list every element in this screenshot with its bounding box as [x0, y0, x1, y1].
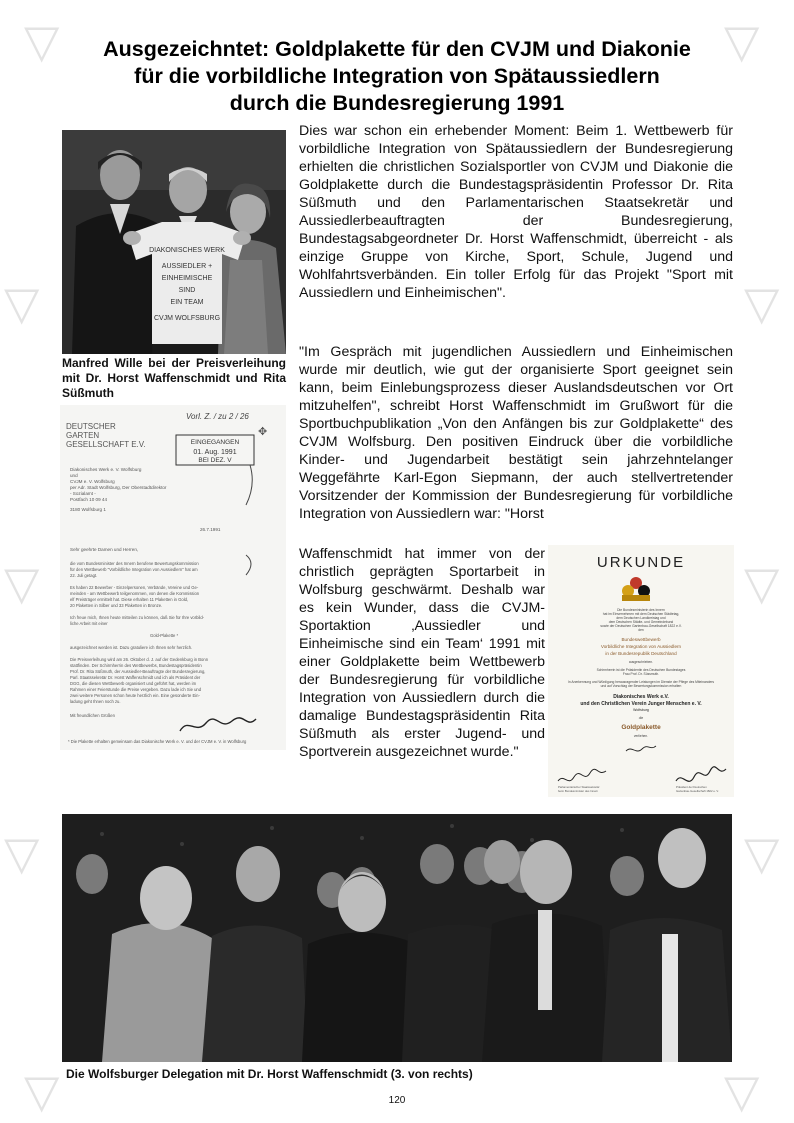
letter-line: Gold-Plakette * [150, 633, 179, 638]
shirt-text: DIAKONISCHES WERK [149, 247, 225, 254]
letter-address: - Sozialamt - [70, 491, 96, 496]
urkunde-recipient: und den Christlichen Verein Junger Menschen e. V. [580, 701, 702, 707]
letter-line: die vom Bundesminister des Innern berufene Bewertungskommission [70, 561, 199, 566]
letter-line: ladung geht Ihnen noch zu. [70, 699, 121, 704]
award-letter-document [60, 405, 286, 750]
letter-line: DGG, die diesen Wettbewerb organisiert und geführt hat, werden im [70, 681, 197, 686]
urkunde-fine-right: Gartenbau-Gesellschaft 1822 e. V. [676, 789, 719, 793]
cvjm-triangle-icon: ▽ [24, 1064, 60, 1118]
letter-sender: GESELLSCHAFT E.V. [66, 440, 146, 449]
cvjm-triangle-icon: ▽ [744, 826, 780, 880]
award-letter-scan [60, 405, 286, 750]
award-ceremony-illustration [62, 130, 286, 354]
quote-continuation-paragraph: Waffenschmidt hat immer von der christlich geprägten Sportarbeit in Wolfsburg geschwärmt. Deshalb war es kein Wunder, dass die CVJM-Sportaktion ‚Aussiedler und Einheimische sind ein Team‘ 1991 mit einer Goldplakette beim Wettbewerb der Bundesregierung für vorbildliche Integration von Aussiedlern durch die damalige Bundestagspräsidentin Rita Süßmuth als erster Jugend- und Sportverein ausgezeichnet wurde." [299, 546, 545, 760]
photo-caption: Die Wolfsburger Delegation mit Dr. Horst Waffenschmidt (3. von rechts) [66, 1067, 473, 1081]
urkunde-patron: Schirmherrin ist die Präsidentin des Deutschen Bundestages [596, 668, 686, 672]
letter-line: 22. Juli getagt. [70, 573, 98, 578]
shirt-text: AUSSIEDLER + [161, 263, 213, 270]
urkunde-document [548, 545, 734, 797]
letter-line: Rahmen einer Feierstunde die Preise vergeben. Dazu lade ich Sie und [70, 687, 202, 692]
stamp-place: BEI DEZ. V [198, 457, 232, 464]
letter-line: elf Preisträger ermittelt hat. Diese erhalten 11 Plaketten in Gold, [70, 597, 189, 602]
letter-address: Postfach 10 09 44 [70, 497, 108, 502]
letter-date: 26.7.1991 [200, 527, 221, 532]
page-number: 120 [388, 1095, 406, 1106]
cvjm-triangle-icon: ▽ [4, 276, 40, 330]
shirt-text: EINHEIMISCHE [161, 275, 213, 282]
urkunde-award: Vorbildliche Integration von Aussiedlern [600, 644, 682, 649]
shirt-text: SIND [178, 287, 196, 294]
award-ceremony-photo [62, 130, 286, 354]
shirt-text: CVJM WOLFSBURG [153, 315, 221, 322]
letter-line: zwei weitere Personen schon heute herzlich ein. Eine gesonderte Ein- [70, 693, 200, 698]
stamp-date: 01. Aug. 1991 [193, 449, 237, 456]
intro-paragraph: Dies war schon ein erhebender Moment: Beim 1. Wettbewerb für vorbildliche Integration von Spätaussiedlern der Bundesregierung erhielten die christlichen Sozialsportler von CVJM und Diakonie die Goldplakette durch die Bundestagspräsidentin Professor Dr. Rita Süßmuth und den Parlamentarischen Staatsekretär und Aussiedlerbeauftragten der Bundesregierung, Bundestagsabgeordneter Dr. Horst Waffenschmidt, überreicht - als einzige Gruppe von Kirche, Sport, Schule, Jugend und Wohlfahrtsverbänden. Ein toller Erfolg für das Projekt "Sport mit Aussiedlern und Einheimischen". [299, 123, 733, 301]
letter-footnote: * Die Plakette erhalten gemeinsam das Diakonische Werk e. V. und der CVJM e. V. in Wolfsburg [68, 739, 247, 744]
letter-line: stattfinden. Der Schirmherrin des Wettbewerbs, Bundestagspräsidentin [70, 663, 202, 668]
cvjm-triangle-icon: ▽ [724, 14, 760, 68]
stamp-title: EINGEGANGEN [190, 439, 240, 446]
urkunde-fine-left: beim Bundesminister des Innern [558, 789, 599, 793]
letter-address: Diakonisches Werk e. V. Wolfsburg [70, 467, 142, 472]
urkunde-fine-right: Präsident der Deutschen [676, 785, 707, 789]
page-title [40, 36, 754, 117]
page-title-line: Ausgezeichntet: Goldplakette für den CVJM und Diakonie [103, 37, 691, 61]
letter-address: CVJM e. V. Wolfsburg [70, 479, 115, 484]
urkunde-intro: Die Bundesministerin des Innern [617, 608, 665, 612]
cvjm-triangle-icon: ▽ [4, 556, 40, 610]
cvjm-triangle-icon: ▽ [744, 556, 780, 610]
urkunde-intro: sowie der Deutschen Gartenbau-Gesellschaft 1822 e.V. [600, 624, 682, 628]
letter-address: und [70, 473, 78, 478]
urkunde-intro: dem Deutschen Landkreistag und [616, 616, 666, 620]
letter-line: 20 Plaketten in Silber und 33 Plaketten in Bronze. [70, 603, 163, 608]
urkunde-intro: dem Deutschen Städte- und Gemeindebund [608, 620, 674, 624]
urkunde-verliehen: verliehen. [633, 734, 649, 738]
handwritten-note: Vorl. Z. / zu 2 / 26 [186, 412, 249, 421]
urkunde-award: in der Bundesrepublik Deutschland [605, 651, 677, 656]
shirt-text: EIN TEAM [170, 299, 204, 306]
letter-line: meinden - am Wettbewerb teilgenommen, von denen die Kommission [70, 591, 200, 596]
letter-line: Ich freue mich, Ihnen heute mitteilen zu können, daß Sie für Ihre vorbild- [70, 615, 205, 620]
urkunde-die: die [638, 716, 644, 720]
urkunde-intro: hat im Einvernehmen mit dem Deutschen Städtetag, [602, 612, 680, 616]
letter-address: per Adr. Stadt Wolfsburg, Der Oberstadtdirektor [70, 485, 167, 490]
cvjm-triangle-icon: ▽ [4, 826, 40, 880]
letter-closing: Mit freundlichen Grüßen [70, 713, 115, 718]
urkunde-recipient: Wolfsburg [633, 708, 649, 712]
page-title-line: für die vorbildliche Integration von Spätaussiedlern [134, 64, 660, 88]
delegation-group-photo [62, 814, 732, 1062]
urkunde-recipient: Diakonisches Werk e.V. [613, 694, 669, 700]
urkunde-patron: Frau Prof. Dr. Süssmuth. [622, 672, 660, 676]
urkunde-intro: den [638, 628, 644, 632]
letter-line: liche Arbeit mit einer [70, 621, 108, 626]
letter-line: Parl. Staatssekretär Dr. Horst Waffenschmidt und ich als Präsident der [70, 675, 201, 680]
urkunde-recognition: und auf Vorschlag der Bewertungskommission erhalten [600, 684, 682, 688]
letter-sender: DEUTSCHER [66, 422, 116, 431]
photo-caption: Manfred Wille bei der Preisverleihung mit Dr. Horst Waffenschmidt und Rita Süßmuth [62, 356, 286, 400]
letter-line: Die Preisverleihung wird am 26. Oktober d. J. auf der Gedenkburg in Bonn [70, 657, 209, 662]
urkunde-announced: ausgeschrieben. [628, 660, 654, 664]
cvjm-triangle-icon: ▽ [724, 1064, 760, 1118]
letter-emblem-icon: ✥ [258, 426, 268, 438]
letter-line: Es haben 22 Bewerber - Einzelpersonen, Verbände, Vereine und Ge- [70, 585, 199, 590]
urkunde-certificate [548, 545, 734, 797]
cvjm-triangle-icon: ▽ [744, 276, 780, 330]
letter-line: ausgezeichnet werden ist. Dazu gratuliere ich Ihnen sehr herzlich. [70, 645, 193, 650]
quote-paragraph: "Im Gespräch mit jugendlichen Aussiedlern und Einheimischen wurde mir deutlich, wie gut der organisierte Sport geeignet sein kann, beim Einlebungsprozess dieser Auslandsdeutschen vor Ort mitzuhelfen", schreibt Horst Waffenschmidt im Grußwort für die Sportbuchpublikation „Von den Anfängen bis zur Goldplakette“ des CVJM Wolfsburg. Den positiven Eindruck über die vorbildliche Kinder- und Jugendarbeit bestätigt sein jahrzehntelanger Weggefährte Karl-Egon Siepmann, der auch stellvertretender Vorsitzender der Kommission der Bundesregierung für vorbildliche Integration von Aussiedlern war: "Horst [299, 344, 733, 522]
urkunde-fine-left: Parlamentarischer Staatssekretär [558, 785, 600, 789]
delegation-group-illustration [62, 814, 732, 1062]
page-title-line: durch die Bundesregierung 1991 [229, 91, 565, 115]
letter-address: 3180 Wolfsburg 1 [70, 507, 106, 512]
cvjm-triangle-icon: ▽ [24, 14, 60, 68]
letter-sender: GARTEN [66, 431, 100, 440]
letter-line: für den Wettbewerb "Vorbildliche Integration von Aussiedlern" hat am [70, 567, 198, 572]
urkunde-award: Bundeswettbewerb [621, 637, 661, 642]
urkunde-heading: URKUNDE [596, 554, 686, 571]
letter-line: Prof. Dr. Rita Süßmuth, der Aussiedler-Beauftragte der Bundesregierung, [70, 669, 206, 674]
letter-salutation: Sehr geehrte Damen und Herren, [70, 547, 139, 552]
urkunde-recognition: In Anerkennung und Würdigung herausragender Leistungen im Dienste der Pflege des Miteinanders [567, 680, 715, 684]
urkunde-plaque: Goldplakette [621, 724, 661, 731]
